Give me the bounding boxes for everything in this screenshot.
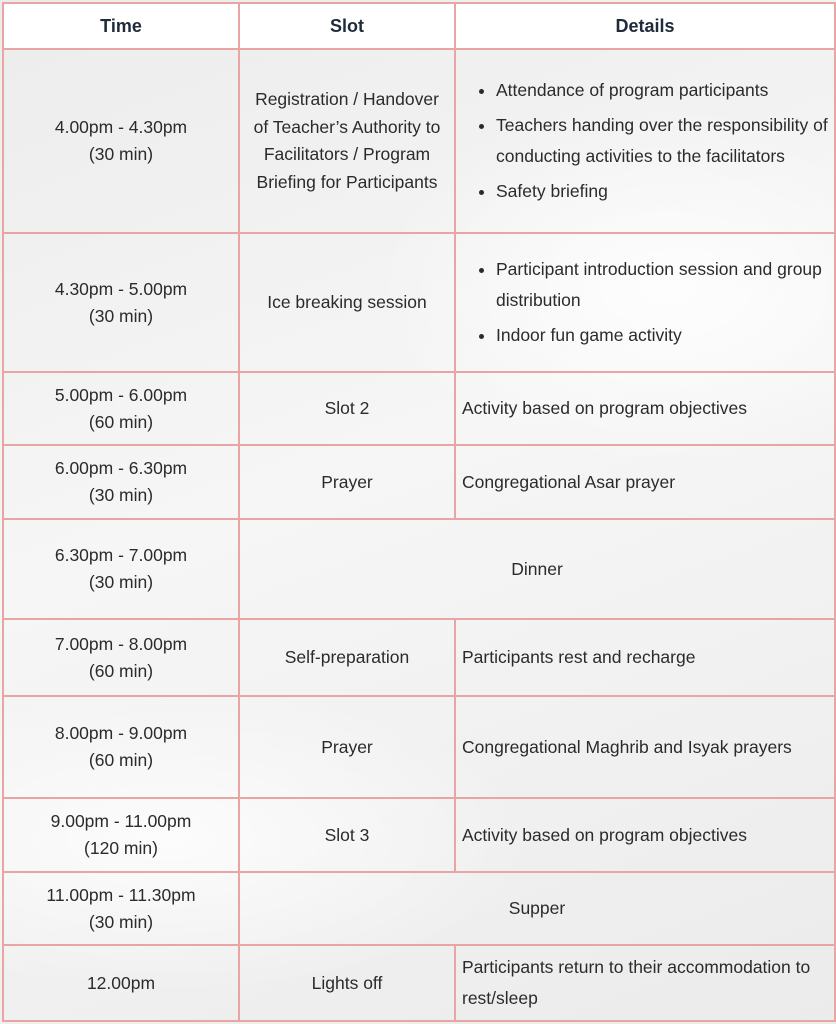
table-row bbox=[3, 445, 835, 519]
details-cell bbox=[455, 49, 835, 233]
time-range: 11.00pm - 11.30pm bbox=[46, 884, 196, 905]
table-row bbox=[3, 798, 835, 872]
slot-cell: Prayer bbox=[239, 696, 455, 798]
time-range: 5.00pm - 6.00pm bbox=[54, 384, 188, 405]
slot-cell: Slot 3 bbox=[239, 798, 455, 872]
time-range: 6.30pm - 7.00pm bbox=[54, 545, 188, 565]
list-item: • Indoor fun game activity bbox=[496, 320, 828, 351]
table-row bbox=[3, 233, 835, 372]
time-range: 12.00pm bbox=[86, 972, 156, 993]
slot-cell: Ice breaking session bbox=[239, 233, 455, 372]
details-cell: Participants return to their accommodation to rest/sleep bbox=[455, 945, 835, 1021]
time-range: 6.00pm - 6.30pm bbox=[54, 458, 188, 478]
header-details: Details bbox=[455, 3, 835, 49]
time-range: 4.30pm - 5.00pm bbox=[54, 278, 188, 299]
list-item: • Participant introduction session and group distribution bbox=[496, 254, 828, 316]
list-item: • Attendance of program participants bbox=[496, 75, 828, 106]
details-cell: Congregational Asar prayer bbox=[455, 445, 835, 519]
slot-cell: Slot 2 bbox=[239, 372, 455, 445]
time-range: 9.00pm - 11.00pm bbox=[50, 811, 192, 831]
list-item: • Teachers handing over the responsibility of conducting activities to the facilitators bbox=[496, 110, 828, 172]
details-cell: Congregational Maghrib and Isyak prayers bbox=[455, 696, 835, 798]
time-cell bbox=[3, 696, 239, 798]
table-row bbox=[3, 696, 835, 798]
time-cell bbox=[3, 372, 239, 445]
merged-cell: Supper bbox=[239, 872, 835, 945]
duration: (60 min) bbox=[88, 660, 154, 681]
duration: (30 min) bbox=[88, 572, 154, 592]
slot-cell: Self-preparation bbox=[239, 619, 455, 696]
time-cell bbox=[3, 619, 239, 696]
details-cell bbox=[455, 233, 835, 372]
details-list bbox=[462, 254, 828, 351]
time-range: 7.00pm - 8.00pm bbox=[54, 633, 188, 654]
time-range: 4.00pm - 4.30pm bbox=[54, 117, 188, 137]
duration: (30 min) bbox=[88, 485, 154, 505]
slot-cell: Lights off bbox=[239, 945, 455, 1021]
time-cell bbox=[3, 872, 239, 945]
duration: (30 min) bbox=[88, 911, 154, 932]
slot-cell: Prayer bbox=[239, 445, 455, 519]
table-row bbox=[3, 945, 835, 1021]
schedule-table bbox=[2, 2, 836, 1022]
list-item: • Safety briefing bbox=[496, 176, 828, 207]
time-cell bbox=[3, 445, 239, 519]
slot-cell: Registration / Handover of Teacher’s Authority to Facilitators / Program Briefing for Participants bbox=[239, 49, 455, 233]
table-row bbox=[3, 872, 835, 945]
table-row bbox=[3, 619, 835, 696]
time-range: 8.00pm - 9.00pm bbox=[54, 723, 188, 743]
time-cell bbox=[3, 519, 239, 619]
header-row bbox=[3, 3, 835, 49]
header-slot: Slot bbox=[239, 3, 455, 49]
table-row bbox=[3, 372, 835, 445]
details-list bbox=[462, 75, 828, 207]
time-cell bbox=[3, 798, 239, 872]
details-cell: Activity based on program objectives bbox=[455, 798, 835, 872]
details-cell: Activity based on program objectives bbox=[455, 372, 835, 445]
time-cell bbox=[3, 49, 239, 233]
duration: (60 min) bbox=[88, 411, 154, 432]
duration: (60 min) bbox=[88, 750, 154, 770]
header-time: Time bbox=[3, 3, 239, 49]
merged-cell: Dinner bbox=[239, 519, 835, 619]
time-cell bbox=[3, 233, 239, 372]
table-row bbox=[3, 519, 835, 619]
table-row bbox=[3, 49, 835, 233]
duration: (30 min) bbox=[88, 305, 154, 326]
time-cell bbox=[3, 945, 239, 1021]
duration: (30 min) bbox=[88, 144, 154, 164]
details-cell: Participants rest and recharge bbox=[455, 619, 835, 696]
duration: (120 min) bbox=[84, 838, 158, 858]
